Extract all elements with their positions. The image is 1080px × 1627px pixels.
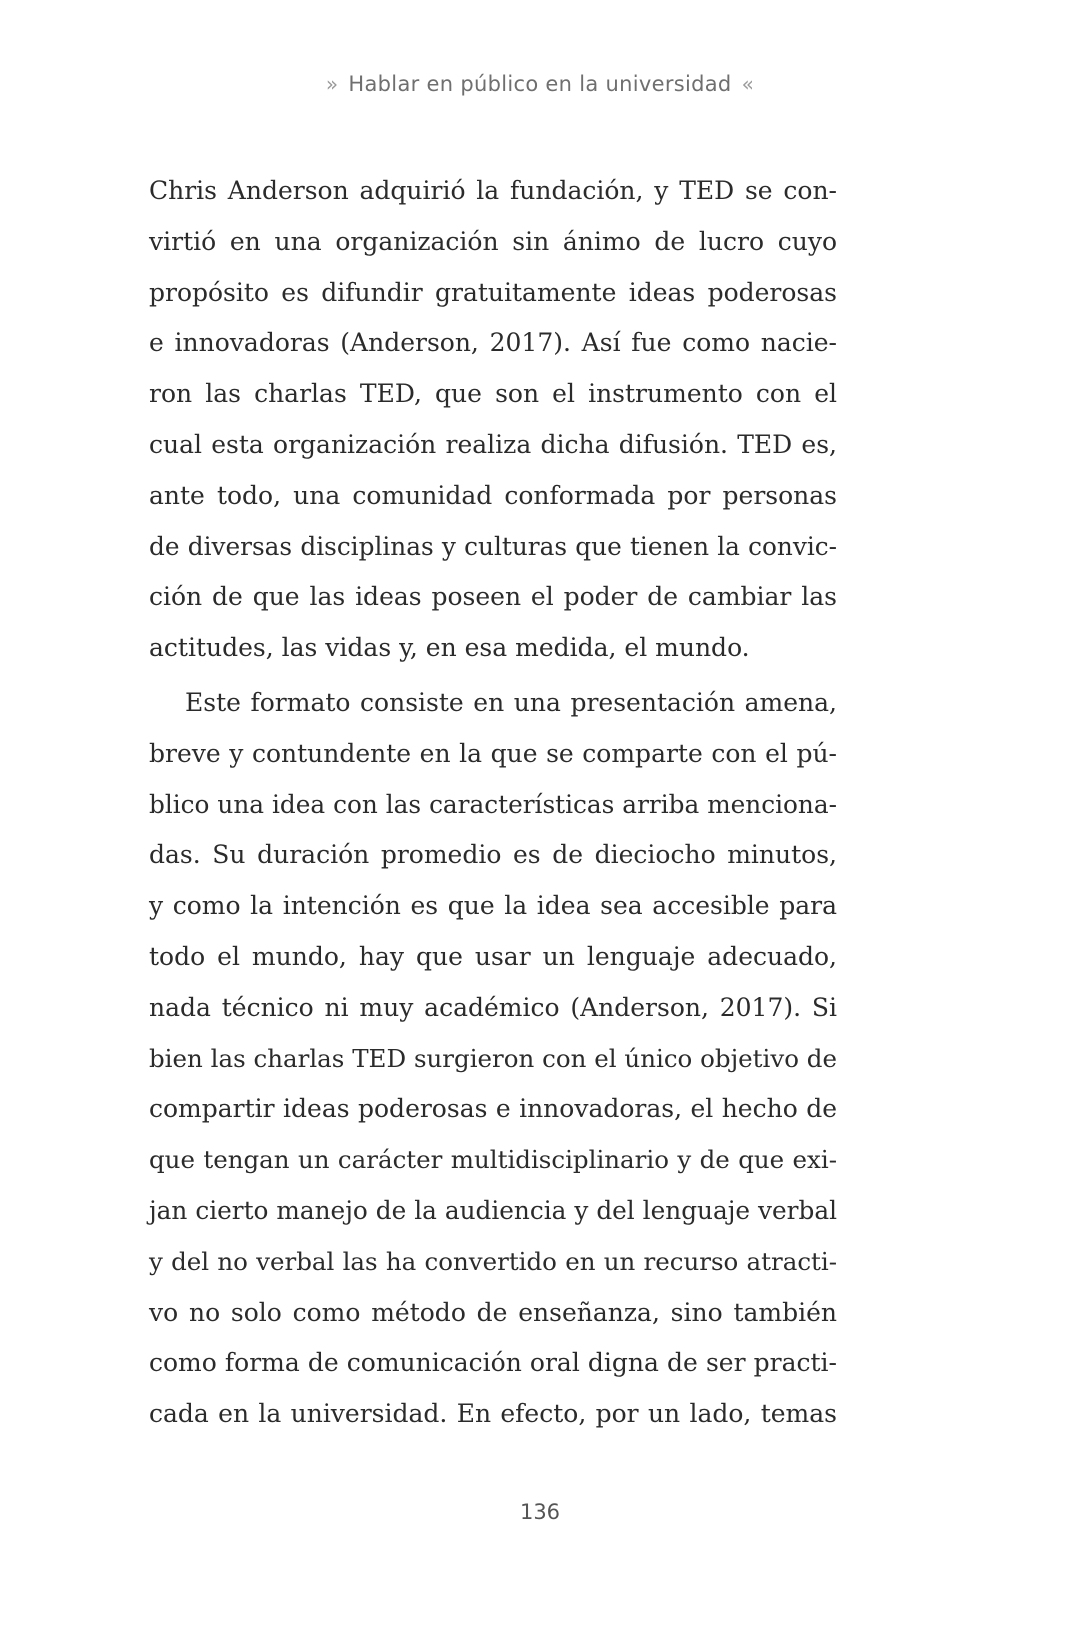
- body-text: [149, 166, 837, 1440]
- header-title: Hablar en público en la universidad: [348, 72, 732, 96]
- paragraph-line: virtió en una organización sin ánimo de lucro cuyo: [149, 226, 837, 256]
- paragraph-line: Este formato consiste en una presentación amena,: [185, 687, 837, 717]
- running-header: [0, 72, 1080, 96]
- paragraph-line: propósito es difundir gratuitamente ideas poderosas: [149, 277, 837, 307]
- header-right-mark: «: [741, 72, 755, 96]
- paragraph-line: bien las charlas TED surgieron con el único objetivo de: [149, 1043, 837, 1073]
- paragraph-line: que tengan un carácter multidisciplinario y de que exi-: [149, 1145, 837, 1175]
- paragraph-line: nada técnico ni muy académico (Anderson, 2017). Si: [149, 992, 837, 1022]
- paragraph-line: das. Su duración promedio es de dieciocho minutos,: [149, 840, 837, 870]
- paragraph-line: actitudes, las vidas y, en esa medida, el mundo.: [149, 633, 750, 663]
- paragraph-line: cual esta organización realiza dicha difusión. TED es,: [149, 429, 837, 459]
- paragraph-line: breve y contundente en la que se comparte con el pú-: [149, 738, 837, 768]
- paragraph-line: vo no solo como método de enseñanza, sino también: [149, 1297, 837, 1327]
- paragraph-line: compartir ideas poderosas e innovadoras, el hecho de: [149, 1094, 837, 1124]
- paragraph-line: jan cierto manejo de la audiencia y del lenguaje verbal: [149, 1195, 837, 1225]
- paragraph-line: y como la intención es que la idea sea accesible para: [149, 891, 837, 921]
- page-number: 136: [519, 1500, 561, 1524]
- paragraph-line: ción de que las ideas poseen el poder de cambiar las: [149, 582, 837, 612]
- paragraph-line: e innovadoras (Anderson, 2017). Así fue como nacie-: [149, 328, 837, 358]
- paragraph-line: blico una idea con las características arriba menciona-: [149, 789, 837, 819]
- paragraph-line: y del no verbal las ha convertido en un recurso atracti-: [149, 1246, 837, 1276]
- paragraph-line: como forma de comunicación oral digna de ser practi-: [149, 1348, 837, 1378]
- paragraph-line: de diversas disciplinas y culturas que tienen la convic-: [149, 531, 837, 561]
- header-left-mark: »: [325, 72, 339, 96]
- paragraph-2: [149, 678, 837, 1440]
- paragraph-line: cada en la universidad. En efecto, por un lado, temas: [149, 1399, 837, 1429]
- paragraph-line: ante todo, una comunidad conformada por personas: [149, 480, 837, 510]
- paragraph-1: [149, 166, 837, 674]
- paragraph-line: Chris Anderson adquirió la fundación, y TED se con-: [149, 176, 837, 205]
- paragraph-line: todo el mundo, hay que usar un lenguaje adecuado,: [149, 941, 837, 971]
- paragraph-line: ron las charlas TED, que son el instrumento con el: [149, 379, 837, 409]
